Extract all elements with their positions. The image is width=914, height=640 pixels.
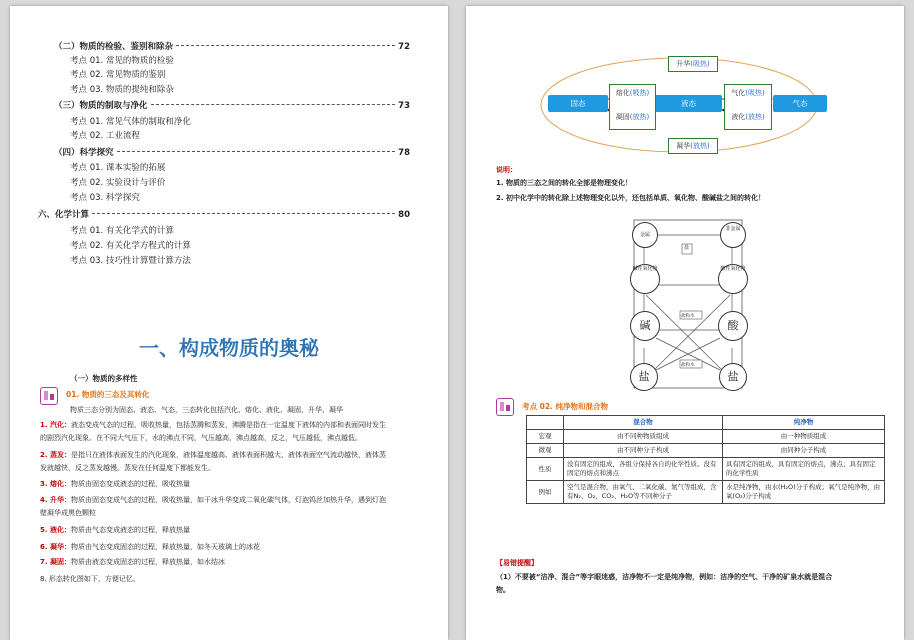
salt-node-left: 盐 xyxy=(630,363,658,391)
topic-heading: 01. 物质的三态及其转化 xyxy=(66,390,150,399)
definition-text: 壁凝华成黑色颗粒 xyxy=(40,509,96,517)
salt-water-label: 盐和水 xyxy=(681,314,695,319)
definition-text: 的剧烈汽化现象。在不同大气压下，水的沸点不同，气压越高，沸点越高，反之，气压越低，沸点越低。 xyxy=(40,434,362,442)
toc-leader xyxy=(151,104,396,105)
definition-text: 物质由固态变成气态的过程，吸收热量，如干冰升华变成二氧化碳气体，灯泡钨丝加热升华，遇到灯泡 xyxy=(70,496,386,504)
table-cell: 由一种物质组成 xyxy=(723,430,885,444)
intro-text: 物质三态分别为固态、液态、气态，三态转化包括汽化、熔化、液化、凝固、升华、凝华 xyxy=(70,406,343,414)
basic-oxide-node: 碱性氧化物 xyxy=(630,264,660,294)
acidic-oxide-node: 酸性氧化物 xyxy=(718,264,748,294)
toc-section[interactable] xyxy=(54,148,410,159)
toc-label: 考点 02. 实验设计与评价 xyxy=(70,178,166,188)
toc-entry[interactable] xyxy=(70,70,165,81)
table-row xyxy=(527,444,885,458)
note-title: 说明： xyxy=(496,166,517,174)
sublime-text: 升华 xyxy=(676,60,691,68)
chart-icon-2 xyxy=(496,398,514,416)
toc-label: 考点 01. 常见气体的制取和净化 xyxy=(70,117,191,127)
topic2-heading: 考点 02. 纯净物和混合物 xyxy=(522,402,609,411)
toc-entry[interactable] xyxy=(70,256,191,267)
melt-text: 熔化 xyxy=(615,89,630,97)
toc-entry[interactable] xyxy=(70,226,174,237)
salt-water-label-2: 盐和水 xyxy=(681,363,695,368)
gas-state: 气态 xyxy=(773,95,827,112)
table-cell: 空气是混合物，由氧气、二氧化碳、氮气等组成，含有N₂、O₂、CO₂、H₂O等不同种分子 xyxy=(564,481,723,504)
table-cell: 由不同种分子构成 xyxy=(564,444,723,458)
definition-term: 6. 凝华： xyxy=(40,543,71,551)
deposit-note: (放热) xyxy=(690,142,710,150)
chart-icon xyxy=(40,387,58,405)
table-cell: 没有固定的组成，各组分保持各自的化学性质。没有固定的熔点和沸点 xyxy=(564,458,723,481)
freeze-text: 凝固 xyxy=(615,113,630,121)
toc-leader xyxy=(176,45,395,46)
base-node: 碱 xyxy=(630,311,660,341)
toc-label: 考点 02. 工业流程 xyxy=(70,131,140,141)
toc-label: （二）物质的检验、鉴别和除杂 xyxy=(54,42,174,52)
toc-entry[interactable] xyxy=(70,193,140,204)
toc-entry[interactable] xyxy=(70,56,174,67)
definition-line xyxy=(40,434,362,443)
toc-entry[interactable] xyxy=(70,131,140,142)
tip-line-1: （1）不要被“洁净、混合”等字眼迷惑，洁净物不一定是纯净物，例如：洁净的空气、干净的矿泉水就是混合 xyxy=(496,573,833,581)
comparison-table xyxy=(526,415,885,504)
toc-label: 考点 02. 常见物质的鉴别 xyxy=(70,70,166,80)
toc-leader xyxy=(92,213,395,214)
definition-line xyxy=(40,509,96,518)
toc-entry[interactable] xyxy=(70,241,191,252)
toc-label: 考点 01. 有关化学式的计算 xyxy=(70,226,174,236)
nonmetal-node: 非金属 xyxy=(720,222,746,248)
chapter-title: 一、构成物质的奥秘 xyxy=(139,336,319,360)
table-row xyxy=(527,481,885,504)
definition-text: 物质由固态变成液态的过程，吸收热量 xyxy=(70,480,190,488)
toc-label: 考点 01. 常见的物质的检验 xyxy=(70,56,174,66)
definition-text: 物质由液态变成固态的过程，释放热量，如水结冰 xyxy=(70,558,225,566)
table-header-cell xyxy=(527,416,564,430)
definition-term: 7. 凝固： xyxy=(40,558,71,566)
definition-text: 是指只在液体表面发生的汽化现象，液体温度越高、液体表面积越大、液体表面空气流动越快，液体蒸 xyxy=(70,451,386,459)
salt-node-right: 盐 xyxy=(719,363,747,391)
section-heading: （一）物质的多样性 xyxy=(70,374,138,383)
table-cell: 水是纯净物，由水(H₂O)分子构成；氧气是纯净物，由氧(O₂)分子构成 xyxy=(723,481,885,504)
definition-text: 发就越快，反之蒸发越慢。蒸发在任何温度下都能发生。 xyxy=(40,464,215,472)
toc-section[interactable] xyxy=(54,101,410,112)
left-page xyxy=(10,6,448,640)
toc-page-number: 73 xyxy=(398,101,410,111)
toc-label: （四）科学探究 xyxy=(54,148,114,158)
toc-section[interactable] xyxy=(38,210,410,221)
toc-page-number: 78 xyxy=(398,148,410,158)
definition-text: 液态变成气态的过程，吸收热量，包括蒸腾和蒸发，沸腾是指在一定温度下液体的内部和表面同时发生 xyxy=(70,421,386,429)
definition-line xyxy=(40,464,215,473)
note-1: 1. 物质的三态之间的转化全部是物理变化！ xyxy=(496,179,632,187)
toc-entry[interactable] xyxy=(70,163,165,174)
table-cell: 具有固定的组成，具有固定的熔点，沸点；具有固定的化学性质 xyxy=(723,458,885,481)
table-cell: 微观 xyxy=(527,444,564,458)
definition-term: 3. 熔化： xyxy=(40,480,71,488)
definition-line xyxy=(40,558,225,567)
definition-text: 物质由气态变成固态的过程，释放热量，如冬天玻璃上的冰花 xyxy=(70,543,260,551)
definition-line xyxy=(40,421,386,430)
deposit-text: 凝华 xyxy=(676,142,691,150)
toc-entry[interactable] xyxy=(70,117,191,128)
sublime-label xyxy=(668,56,718,72)
table-cell: 性质 xyxy=(527,458,564,481)
liquid-state: 液态 xyxy=(655,95,722,112)
definition-line xyxy=(40,526,190,535)
toc-label: 考点 03. 科学探究 xyxy=(70,193,140,203)
toc-label: 考点 02. 有关化学方程式的计算 xyxy=(70,241,191,251)
table-cell: 由同种分子构成 xyxy=(723,444,885,458)
table-cell: 由不同种物质组成 xyxy=(564,430,723,444)
toc-page-number: 72 xyxy=(398,42,410,52)
tip-title: 【易错提醒】 xyxy=(496,559,538,567)
definition-term: 1. 汽化： xyxy=(40,421,71,429)
table-row xyxy=(527,458,885,481)
freeze-note: (放热) xyxy=(629,113,650,121)
toc-entry[interactable] xyxy=(70,85,174,96)
definition-term: 5. 液化： xyxy=(40,526,71,534)
definition-line xyxy=(40,543,260,552)
table-header-cell: 混合物 xyxy=(564,416,723,430)
melt-note: (吸热) xyxy=(629,89,650,97)
toc-label: 六、化学计算 xyxy=(38,210,90,220)
table-row xyxy=(527,430,885,444)
definition-term: 2. 蒸发： xyxy=(40,451,71,459)
table-header-cell: 纯净物 xyxy=(723,416,885,430)
definition-line xyxy=(40,575,140,584)
toc-label: （三）物质的制取与净化 xyxy=(54,101,148,111)
vapor-liquefy-box xyxy=(724,84,772,130)
toc-page-number: 80 xyxy=(398,210,410,220)
toc-label: 考点 01. 课本实验的拓展 xyxy=(70,163,166,173)
table-cell: 宏观 xyxy=(527,430,564,444)
solid-state: 固态 xyxy=(548,95,608,112)
deposit-label xyxy=(668,138,718,154)
table-body xyxy=(527,430,885,504)
note-2: 2. 初中化学中的转化除上述物理变化以外，还包括单质、氧化物、酸碱盐之间的转化！ xyxy=(496,194,765,202)
toc-leader xyxy=(117,151,396,152)
vapor-note: (吸热) xyxy=(745,89,765,97)
definition-text: 8. 形态转化图如下，方便记忆。 xyxy=(40,575,140,583)
toc-label: 考点 03. 物质的提纯和除杂 xyxy=(70,85,174,95)
vapor-text: 气化 xyxy=(731,89,746,97)
definition-line xyxy=(40,451,386,460)
definition-line xyxy=(40,480,190,489)
table-cell: 例如 xyxy=(527,481,564,504)
acid-node: 酸 xyxy=(718,311,748,341)
toc-entry[interactable] xyxy=(70,178,165,189)
melt-freeze-box xyxy=(609,84,656,130)
tip-line-2: 物。 xyxy=(496,586,510,594)
definition-line xyxy=(40,496,386,505)
definition-term: 4. 升华： xyxy=(40,496,71,504)
right-page xyxy=(466,6,904,640)
metal-node: 金属 xyxy=(632,222,658,248)
salt-box-label: 盐 xyxy=(684,245,690,251)
sublime-note: (吸热) xyxy=(690,60,710,68)
liquefy-text: 液化 xyxy=(731,113,746,121)
liquefy-note: (放热) xyxy=(745,113,765,121)
table-header-row xyxy=(527,416,885,430)
toc-label: 考点 03. 技巧性计算暨计算方法 xyxy=(70,256,191,266)
definition-text: 物质由气态变成液态的过程，释放热量 xyxy=(70,526,190,534)
toc-section[interactable] xyxy=(54,42,410,53)
